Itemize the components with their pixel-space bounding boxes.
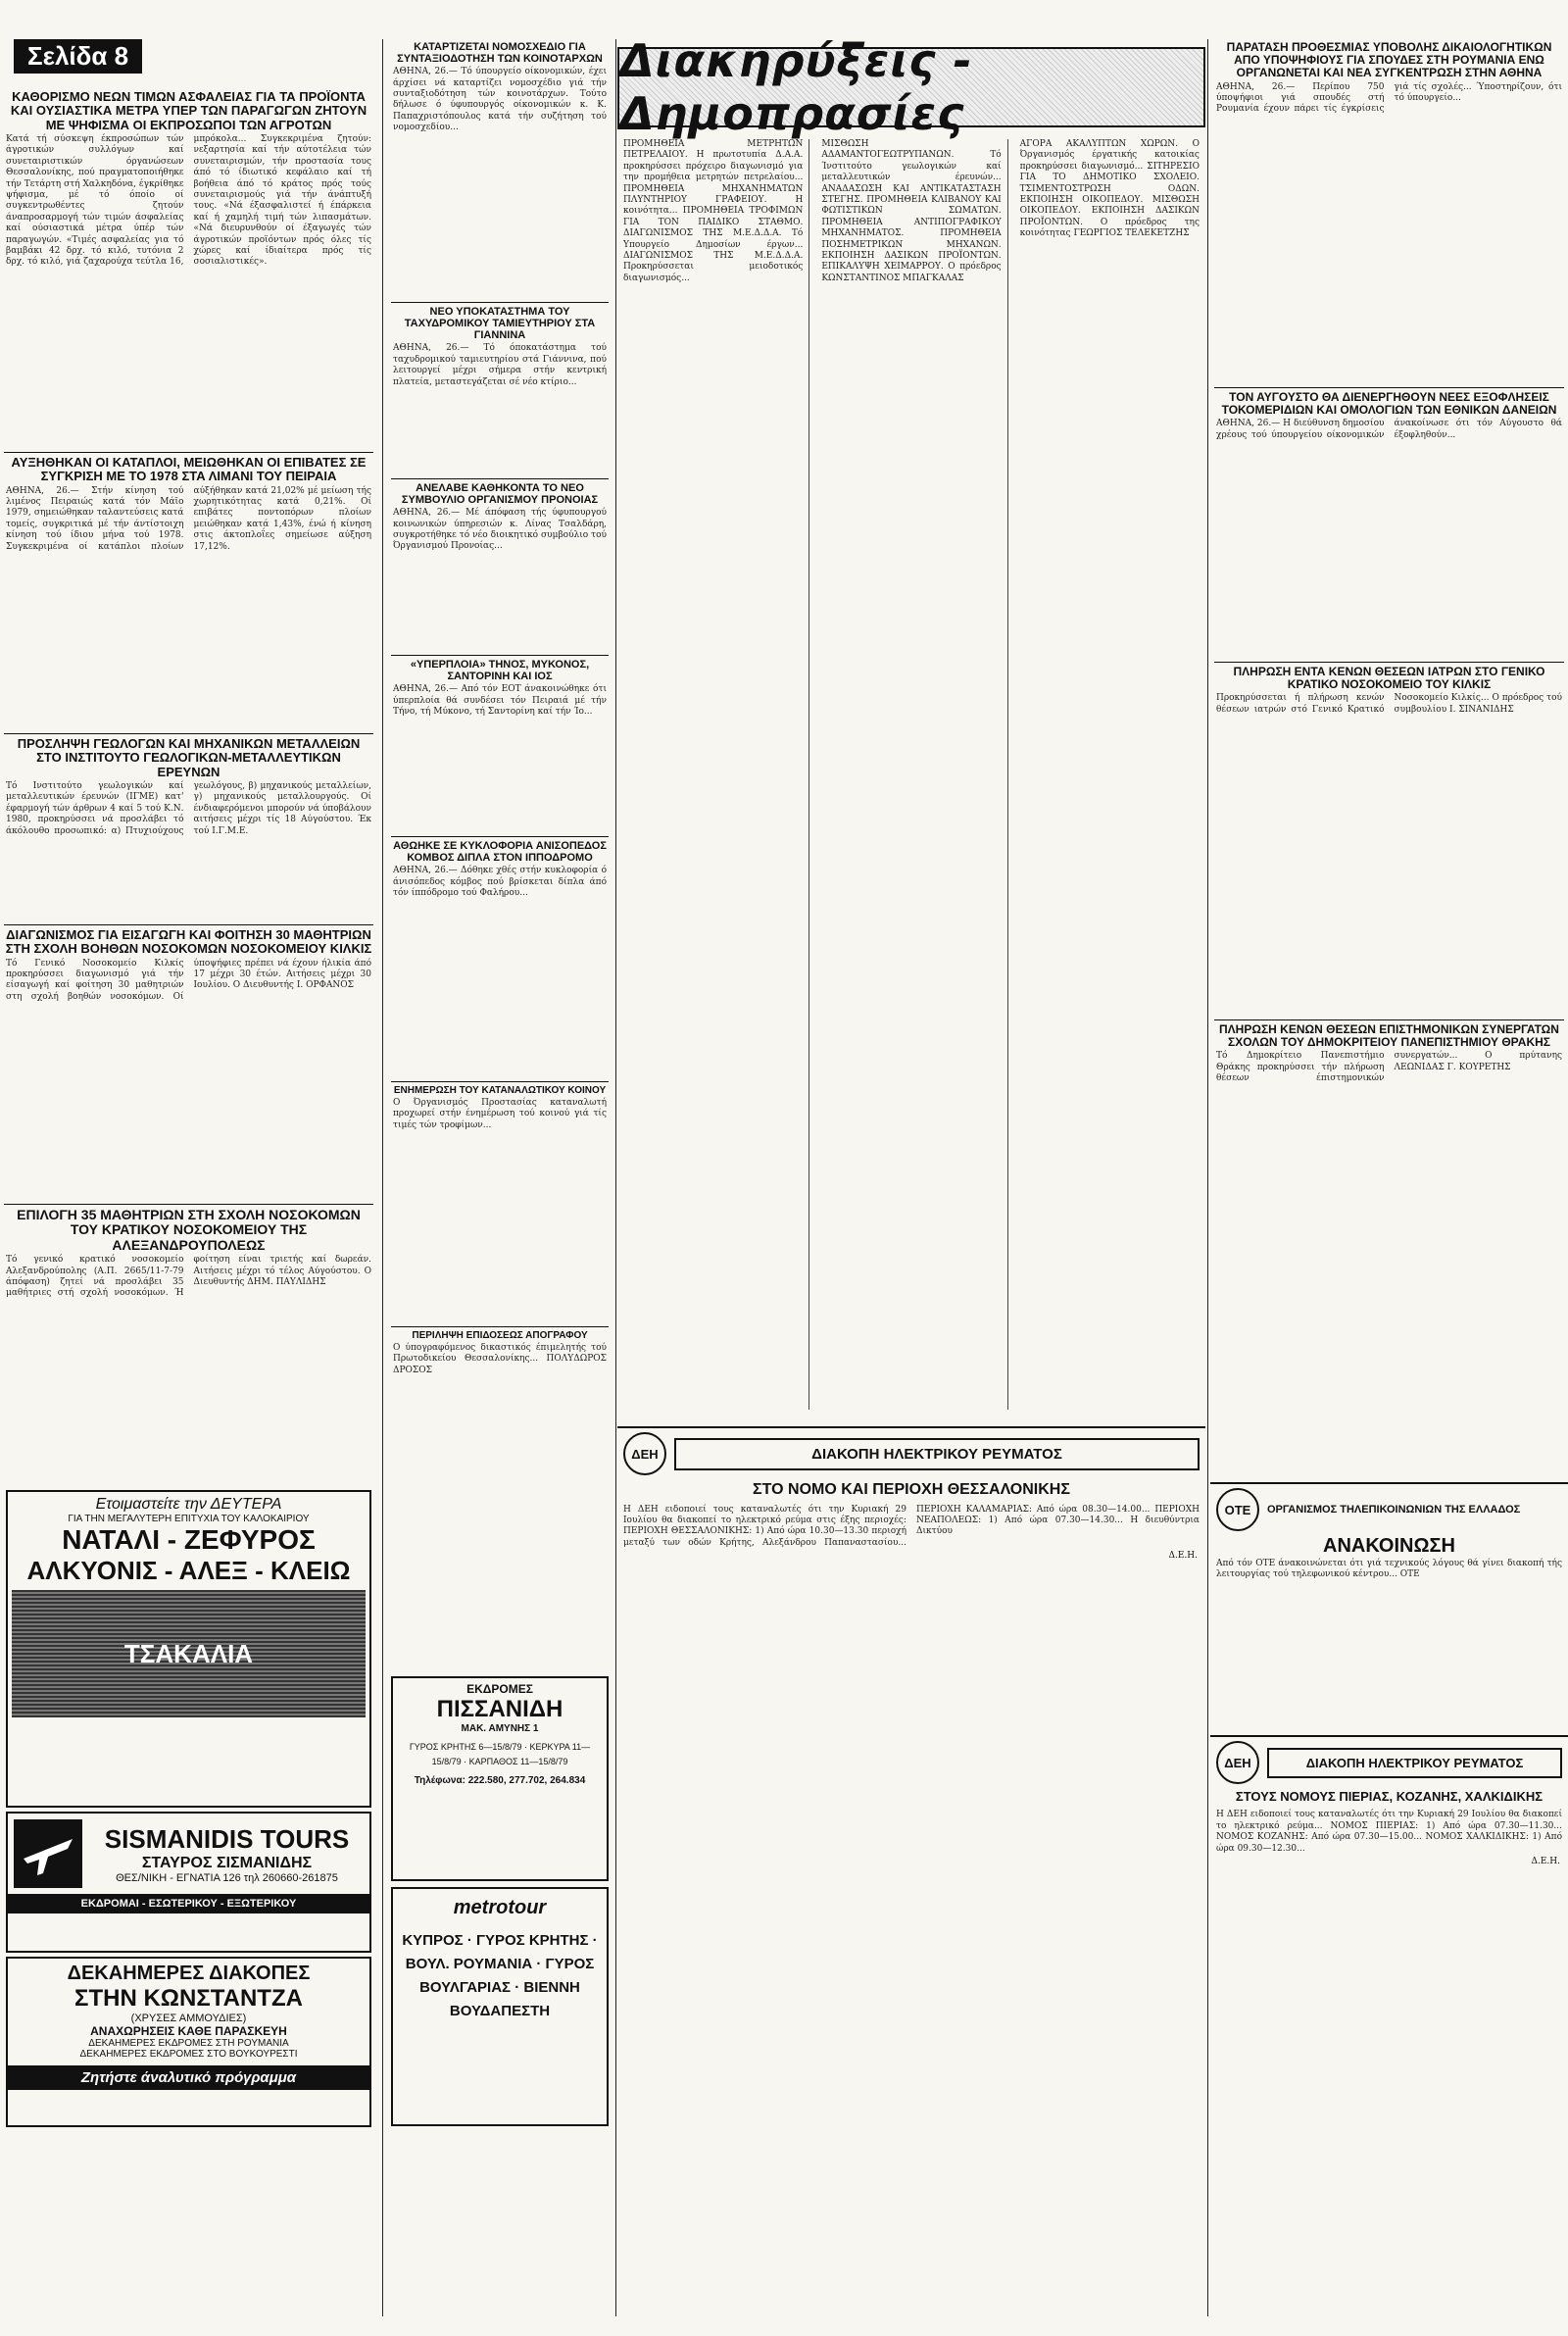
article-post-office (387, 299, 612, 466)
column-4 (1210, 0, 1568, 2336)
ad-line: ΝΑΤΑΛΙ - ΖΕΦΥΡΟΣ (62, 1524, 316, 1555)
ad-line: ΣΤΗΝ ΚΩΝΣΤΑΝΤΖΑ (74, 1985, 303, 2012)
ad-name: ΠΙΣΣΑΝΙΔΗ (436, 1696, 564, 1722)
article-body: ΑΘΗΝΑ, 26.— Τό ύπουργείο οίκονομικών, έχει άρχίσει νά καταρτίζει νομοσχέδιο γιά τήν συνταξιοδότηση τών κοινοτάρχων. Τούτο δήλωσε ό ύφυπουργός οίκονομικών κ. Κ. Παπαχριστόπουλος κατά τήν συζήτηση τού νομοσχεδίου... (393, 67, 607, 133)
deh-logo: ΔΕΗ (1216, 1741, 1259, 1784)
deh-title: ΔΙΑΚΟΠΗ ΗΛΕΚΤΡΙΚΟΥ ΡΕΥΜΑΤΟΣ (1267, 1748, 1562, 1778)
page-label: Σελίδα 8 (14, 39, 142, 74)
ad-title: ΕΚΔΡΟΜΕΣ (466, 1682, 533, 1696)
deh-signature: Δ.Ε.Η. (1168, 1551, 1198, 1562)
ad-address: ΘΕΣ/ΝΙΚΗ - ΕΓΝΑΤΙΑ 126 τηλ 260660-261875 (116, 1871, 338, 1884)
article-junction (387, 833, 612, 1069)
article-body: Προκηρύσσεται ή πλήρωση κενών θέσεων ιατρών στό Γενικό Κρατικό Νοσοκομείο Κιλκίς... Ο πρόεδρος τού συμβουλίου Ι. ΣΙΝΑΝΙΔΗΣ (1216, 693, 1562, 715)
article-title: ΠΕΡΙΛΗΨΗ ΕΠΙΔΟΣΕΩΣ ΑΠΟΓΡΑΦΟΥ (412, 1330, 588, 1341)
ad-line: ΔΕΚΑΗΜΕΡΕΣ ΔΙΑΚΟΠΕΣ (67, 1963, 311, 1984)
ad-sismanidis-tours (6, 1812, 371, 1953)
ad-metrotour (391, 1887, 609, 2126)
deh-title: ΔΙΑΚΟΠΗ ΗΛΕΚΤΡΙΚΟΥ ΡΕΥΜΑΤΟΣ (674, 1438, 1200, 1470)
article-title: ΠΑΡΑΤΑΣΗ ΠΡΟΘΕΣΜΙΑΣ ΥΠΟΒΟΛΗΣ ΔΙΚΑΙΟΛΟΓΗΤΙΚΩΝ ΑΠΟ ΥΠΟΨΗΦΙΟΥΣ ΓΙΑ ΣΠΟΥΔΕΣ ΣΤΗ ΡΟΥΜΑΝΙΑ ΕΝΩ ΟΡΓΑΝΩΝΕΤΑΙ ΚΑΙ ΝΕΑ ΣΥΓΚΕΝΤΡΩΣΗ ΣΤΗΝ ΑΘΗΝΑ (1226, 41, 1552, 80)
article-kilkis-school (0, 921, 377, 1191)
article-body: Ο ύπογραφόμενος δικαστικός έπιμελητής τού Πρωτοδικείου Θεσσαλονίκης... ΠΟΛΥΔΩΡΟΣ ΔΡΟΣΟΣ (393, 1343, 607, 1375)
article-body: Τό Ινστιτούτο γεωλογικών καί μεταλλευτικών έρευνών (ΙΓΜΕ) κατ' έφαρμογή τών άρθρων 4 καί 5 τού Κ.Ν. 1980, προκηρύσσει νά προσλάβει τό άκόλουθο προσωπικό: α) Πτυχιούχους γεωλόγους, β) μηχανικούς μεταλλείων, γ) μηχανικούς μεταλλουργούς. Οί ένδιαφερόμενοι μπορούν νά ύποβάλουν αιτήσεις μέχρι τίς 18 Αύγούστου. Έκ τού Ι.Γ.Μ.Ε. (6, 780, 371, 836)
column-divider (382, 39, 383, 2316)
article-legal-notice (387, 1323, 612, 1666)
ad-line: ΔΕΚΑΗΜΕΡΕΣ ΕΚΔΡΟΜΕΣ ΣΤΗ ΡΟΥΜΑΝΙΑ (88, 2038, 289, 2049)
article-body: ΑΘΗΝΑ, 26.— Στήν κίνηση τού λιμένος Πειραιώς κατά τόν Μάϊο 1979, σημειώθηκαν ταλαντεύσεις κατά τομείς, συγκριτικά μέ τήν άντίστοιχη κίνηση τού ίδιου μήνα τού 1978. Συγκεκριμένα οί κατάπλοι πλοίων αύξήθηκαν κατά 21,02% μέ μείωση τής χωρητικότητας κατά 0,21%. Οί επιβάτες ποντοπόρων πλοίων μειώθηκαν κατά 1,43%, ένώ ή κίνηση στις άκτοπλοΐες σημείωσε αύξηση 17,12%. (6, 485, 371, 552)
ote-notice (1210, 1482, 1568, 1729)
plane-icon (14, 1819, 82, 1888)
article-prices (0, 90, 377, 441)
article-kilkis-doctors (1210, 659, 1568, 1007)
deh-body: Η ΔΕΗ ειδοποιεί τους καταναλωτές ότι την Κυριακή 29 Ιουλίου θα διακοπεί το ηλεκτρικό ρεύμα στις έξης περιοχές: ΠΕΡΙΟΧΗ ΘΕΣΣΑΛΟΝΙΚΗΣ: 1) Από ώρα 10.30—13.30 περιοχή μεταξύ των οδών Κρήτης, Αλεξάνδρου Παπαναστασίου... ΠΕΡΙΟΧΗ ΚΑΛΑΜΑΡΙΑΣ: Από ώρα 08.30—14.00... ΠΕΡΙΟΧΗ ΝΕΑΠΟΛΕΩΣ: 1) Από ώρα 07.30—14.30... Η διευθύντρια Δικτύου (623, 1504, 1200, 1548)
article-title: ΤΟΝ ΑΥΓΟΥΣΤΟ ΘΑ ΔΙΕΝΕΡΓΗΘΟΥΝ ΝΕΕΣ ΕΞΟΦΛΗΣΕΙΣ ΤΟΚΟΜΕΡΙΔΙΩΝ ΚΑΙ ΟΜΟΛΟΓΙΩΝ ΤΩΝ ΕΘΝΙΚΩΝ ΔΑΝΕΙΩΝ (1221, 390, 1557, 418)
article-title: ΑΥΞΗΘΗΚΑΝ ΟΙ ΚΑΤΑΠΛΟΙ, ΜΕΙΩΘΗΚΑΝ ΟΙ ΕΠΙΒΑΤΕΣ ΣΕ ΣΥΓΚΡΙΣΗ ΜΕ ΤΟ 1978 ΣΤΑ ΛΙΜΑΝΙ ΤΟΥ ΠΕΙΡΑΙΑ (11, 455, 367, 484)
article-bonds (1210, 384, 1568, 649)
article-title: ΝΕΟ ΥΠΟΚΑΤΑΣΤΗΜΑ ΤΟΥ ΤΑΧΥΔΡΟΜΙΚΟΥ ΤΑΜΙΕΥΤΗΡΙΟΥ ΣΤΑ ΓΙΑΝΝΙΝΑ (404, 306, 596, 342)
ad-title: SISMANIDIS TOURS (104, 1823, 350, 1854)
column-2 (387, 0, 612, 2336)
article-pension (387, 41, 612, 291)
deh-subtitle: ΣΤΟ ΝΟΜΟ ΚΑΙ ΠΕΡΙΟΧΗ ΘΕΣΣΑΛΟΝΙΚΗΣ (753, 1481, 1070, 1498)
article-body: Τό γενικό κρατικό νοσοκομείο Αλεξανδρούπολης (Α.Π. 2665/11-7-79 άπόφαση) ζητεί νά προσλάβει 35 μαθήτριες στή σχολή νοσοκόμων. Ή φοίτηση είναι τριετής καί δωρεάν. Αιτήσεις μέχρι τό τέλος Αύγούστου. Ο Διευθυντής ΔΗΜ. ΠΑΥΛΙΔΗΣ (6, 1255, 371, 1299)
article-romania-studies (1210, 41, 1568, 374)
article-title: ΠΡΟΣΛΗΨΗ ΓΕΩΛΟΓΩΝ ΚΑΙ ΜΗΧΑΝΙΚΩΝ ΜΕΤΑΛΛΕΙΩΝ ΣΤΟ ΙΝΣΤΙΤΟΥΤΟ ΓΕΩΛΟΓΙΚΩΝ-ΜΕΤΑΛΛΕΥΤΙΚΩΝ ΕΡΕΥΝΩΝ (17, 736, 361, 779)
notices-left: ΠΡΟΜΗΘΕΙΑ ΜΕΤΡΗΤΩΝ ΠΕΤΡΕΛΑΙΟΥ. Η πρωτοτυπία Δ.Α.Α. προκηρύσσει πρόχειρο διαγωνισμό για την προμήθεια μετρητών πετρελαίου... ΠΡΟΜΗΘΕΙΑ ΜΗΧΑΝΗΜΑΤΩΝ ΠΛΥΝΤΗΡΙΟΥ ΓΡΑΦΕΙΟΥ. Η κοινότητα... ΠΡΟΜΗΘΕΙΑ ΤΡΟΦΙΜΩΝ ΓΙΑ ΤΟΝ ΠΑΙΔΙΚΟ ΣΤΑΘΜΟ. ΔΙΑΓΩΝΙΣΜΟΣ ΤΗΣ Μ.Ε.Δ.Δ.Α. Τό Υπουργείο Δημοσίων έργων... ΔΙΑΓΩΝΙΣΜΟΣ ΤΗΣ Μ.Ε.Δ.Δ.Α. Προκηρύσσεται μειοδοτικός διαγωνισμός... (623, 139, 809, 1410)
article-title: ΠΛΗΡΩΣΗ ΕΝΤΑ ΚΕΝΩΝ ΘΕΣΕΩΝ ΙΑΤΡΩΝ ΣΤΟ ΓΕΝΙΚΟ ΚΡΑΤΙΚΟ ΝΟΣΟΚΟΜΕΙΟ ΤΟΥ ΚΙΛΚΙΣ (1233, 665, 1545, 692)
ad-photo: ΤΣΑΚΑΛΙΑ (12, 1590, 366, 1717)
column-3-notices (617, 0, 1205, 2336)
ad-brand: metrotour (453, 1897, 547, 1918)
ad-line: (ΧΡΥΣΕΣ ΑΜΜΟΥΔΙΕΣ) (130, 2013, 247, 2024)
article-body: ΑΘΗΝΑ, 26.— Η διεύθυνση δημοσίου χρέους τού ύπουργείου οίκονομικών άνακοίνωσε ότι τόν Αύγουστο θά έξοφληθούν... (1216, 419, 1562, 440)
deh-signature: Δ.Ε.Η. (1531, 1856, 1560, 1866)
article-ships (387, 652, 612, 823)
ad-line: Ζητήστε άναλυτικό πρόγραμμα (8, 2065, 369, 2090)
ad-line: Ετοιμαστείτε την ΔΕΥΤΕΡΑ (95, 1496, 282, 1513)
ote-title: ΑΝΑΚΟΙΝΩΣΗ (1323, 1535, 1455, 1557)
article-title: ΔΙΑΓΩΝΙΣΜΟΣ ΓΙΑ ΕΙΣΑΓΩΓΗ ΚΑΙ ΦΟΙΤΗΣΗ 30 ΜΑΘΗΤΡΙΩΝ ΣΤΗ ΣΧΟΛΗ ΒΟΗΘΩΝ ΝΟΣΟΚΟΜΩΝ ΝΟΣΟΚΟΜΕΙΟΥ ΚΙΛΚΙΣ (5, 927, 372, 957)
ote-logo: ΟΤΕ (1216, 1488, 1259, 1531)
column-divider (1207, 39, 1208, 2316)
ad-line: ΔΕΚΑΗΜΕΡΕΣ ΕΚΔΡΟΜΕΣ ΣΤΟ ΒΟΥΚΟΥΡΕΣΤΙ (79, 2049, 298, 2060)
article-body: ΑΘΗΝΑ, 26.— Τό όποκατάστημα τού ταχυδρομικού ταμιευτηρίου στά Γιάννινα, πού λειτουργεί μέχρι σήμερα στήν κεντρική πλατεία, μεταστεγάζεται σέ νέο κτίριο... (393, 343, 607, 387)
column-divider (615, 39, 616, 2316)
article-title: ΑΝΕΛΑΒΕ ΚΑΘΗΚΟΝΤΑ ΤΟ ΝΕΟ ΣΥΜΒΟΥΛΙΟ ΟΡΓΑΝΙΣΜΟΥ ΠΡΟΝΟΙΑΣ (401, 482, 599, 507)
notices-right: ΑΓΟΡΑ ΑΚΑΛΥΠΤΩΝ ΧΩΡΩΝ. Ο Όργανισμός έργατικής κατοικίας προκηρύσσει διαγωνισμό... ΣΙΤΗΡΕΣΙΟ ΓΙΑ ΤΟ ΔΗΜΟΤΙΚΟ ΣΧΟΛΕΙΟ. ΤΣΙΜΕΝΤΟΣΤΡΩΣΗ ΟΔΩΝ. ΕΚΠΟΙΗΣΗ ΟΙΚΟΠΕΔΟΥ. ΜΙΣΘΩΣΗ ΟΙΚΟΠΕΔΟΥ. ΕΚΠΟΙΗΣΗ ΔΑΣΙΚΩΝ ΠΡΟΪΟΝΤΩΝ. Ο πρόεδρος της κοινότητας ΓΕΩΡΓΙΟΣ ΤΕΛΕΚΕΤΖΗΣ (1019, 139, 1200, 239)
ad-subtitle: ΣΤΑΥΡΟΣ ΣΙΣΜΑΝΙΔΗΣ (141, 1854, 313, 1871)
ote-body: Από τόν ΟΤΕ άνακοινώνεται ότι γιά τεχνικούς λόγους θά γίνει διακοπή τής λειτουργίας τού τηλεφωνικού κέντρου... ΟΤΕ (1216, 1559, 1562, 1580)
column-1 (0, 0, 377, 2336)
deh-body: Η ΔΕΗ ειδοποιεί τους καταναλωτές ότι την Κυριακή 29 Ιουλίου θα διακοπεί το ηλεκτρικό ρεύμα... ΝΟΜΟΣ ΠΙΕΡΙΑΣ: 1) Από ώρα 07.30—11.30... ΝΟΜΟΣ ΚΟΖΑΝΗΣ: Από ώρα 07.30—15.00... ΝΟΜΟΣ ΧΑΛΚΙΔΙΚΗΣ: 1) Από ώρα 09.30—12.30... (1216, 1810, 1562, 1854)
article-title: ΕΠΙΛΟΓΗ 35 ΜΑΘΗΤΡΙΩΝ ΣΤΗ ΣΧΟΛΗ ΝΟΣΟΚΟΜΩΝ ΤΟΥ ΚΡΑΤΙΚΟΥ ΝΟΣΟΚΟΜΕΙΟΥ ΤΗΣ ΑΛΕΞΑΝΔΡΟΥΠΟΛΕΩΣ (17, 1207, 361, 1253)
article-alexandroupoli (0, 1201, 377, 1480)
article-body: ΑΘΗΝΑ, 26.— Περίπου 750 ύποψήφιοι γιά σπουδές στή Ρουμανία έχουν πάρει τίς έγκρίσεις γιά τίς σχολές... Ύποστηρίζουν, ότι τό ύπουργείο... (1216, 81, 1562, 115)
ad-line: ΑΝΑΧΩΡΗΣΕΙΣ ΚΑΘΕ ΠΑΡΑΣΚΕΥΗ (90, 2024, 287, 2038)
ad-line: ΓΙΑ ΤΗΝ ΜΕΓΑΛΥΤΕΡΗ ΕΠΙΤΥΧΙΑ ΤΟΥ ΚΑΛΟΚΑΙΡΙΟΥ (68, 1514, 310, 1524)
article-title: «ΥΠΕΡΠΛΟΙΑ» ΤΗΝΟΣ, ΜΥΚΟΝΟΣ, ΣΑΝΤΟΡΙΝΗ ΚΑΙ ΙΟΣ (410, 659, 590, 683)
ad-cinema (6, 1490, 371, 1808)
ad-tagline: ΕΚΔΡΟΜΑΙ - ΕΣΩΤΕΡΙΚΟΥ - ΕΞΩΤΕΡΙΚΟΥ (8, 1894, 369, 1914)
article-title: ΑΘΩΗΚΕ ΣΕ ΚΥΚΛΟΦΟΡΙΑ ΑΝΙΣΟΠΕΔΟΣ ΚΟΜΒΟΣ ΔΙΠΛΑ ΣΤΟΝ ΙΠΠΟΔΡΟΜΟ (393, 840, 607, 865)
article-title: ΚΑΤΑΡΤΙΖΕΤΑΙ ΝΟΜΟΣΧΕΔΙΟ ΓΙΑ ΣΥΝΤΑΞΙΟΔΟΤΗΣΗ ΤΩΝ ΚΟΙΝΟΤΑΡΧΩΝ (397, 41, 603, 66)
article-title: ΠΛΗΡΩΣΗ ΚΕΝΩΝ ΘΕΣΕΩΝ ΕΠΙΣΤΗΜΟΝΙΚΩΝ ΣΥΝΕΡΓΑΤΩΝ ΣΧΟΛΩΝ ΤΟΥ ΔΗΜΟΚΡΙΤΕΙΟΥ ΠΑΝΕΠΙΣΤΗΜΙΟΥ ΘΡΑΚΗΣ (1219, 1022, 1559, 1050)
article-body: Τό Γενικό Νοσοκομείο Κιλκίς προκηρύσσει διαγωνισμό γιά τήν είσαγωγή καί φοίτηση 30 μαθητριών στη σχολή βοηθών νοσοκόμων. Οί ύποψήφιες πρέπει νά έχουν ήλικία άπό 17 μέχρι 30 έτών. Αιτήσεις μέχρι 30 Ιουλίου. Ο Διευθυντής Ι. ΟΡΦΑΝΟΣ (6, 958, 371, 1002)
deh-notice-thessaloniki (617, 1426, 1205, 2320)
banner-title: Διακηρύξεις - Δημοπρασίες (619, 34, 973, 140)
article-title: ΚΑΘΟΡΙΣΜΟ ΝΕΩΝ ΤΙΜΩΝ ΑΣΦΑΛΕΙΑΣ ΓΙΑ ΤΑ ΠΡΟΪΟΝΤΑ ΚΑΙ ΟΥΣΙΑΣΤΙΚΑ ΜΕΤΡΑ ΥΠΕΡ ΤΩΝ ΠΑΡΑΓΩΓΩΝ ΖΗΤΟΥΝ ΜΕ ΨΗΦΙΣΜΑ ΟΙ ΕΚΠΡΟΣΩΠΟΙ ΤΩΝ ΑΓΡΟΤΩΝ (10, 90, 368, 132)
article-title: ΕΝΗΜΕΡΩΣΗ ΤΟΥ ΚΑΤΑΝΑΛΩΤΙΚΟΥ ΚΟΙΝΟΥ (393, 1085, 607, 1096)
ad-pissanidi (391, 1676, 609, 1881)
deh-notice-regions (1210, 1735, 1568, 2325)
article-body: ΑΘΗΝΑ, 26.— Δόθηκε χθές στήν κυκλοφορία ό άνισόπεδος κόμβος πού βρίσκεται δίπλα άπό τόν ίππόδρομο τού Φαλήρου... (393, 866, 607, 898)
article-thrace-university (1210, 1017, 1568, 1472)
ad-trips: ΓΥΡΟΣ ΚΡΗΤΗΣ 6—15/8/79 · ΚΕΡΚΥΡΑ 11—15/8/79 · ΚΑΡΠΑΘΟΣ 11—15/8/79 (409, 1742, 591, 1766)
article-council (387, 475, 612, 642)
article-body: Τό Δημοκρίτειο Πανεπιστήμιο Θράκης προκηρύσσει τήν πλήρωση θέσεων έπιστημονικών συνεργατών... Ο πρύτανης ΛΕΩΝΙΔΑΣ Γ. ΚΟΥΡΕΤΗΣ (1216, 1051, 1562, 1084)
ad-line: ΑΛΚΥΟΝΙΣ - ΑΛΕΞ - ΚΛΕΙΩ (26, 1556, 351, 1585)
article-consumers (387, 1078, 612, 1314)
section-banner (617, 34, 1205, 140)
ote-org: ΟΡΓΑΝΙΣΜΟΣ ΤΗΛΕΠΙΚΟΙΝΩΝΙΩΝ ΤΗΣ ΕΛΛΑΔΟΣ (1267, 1504, 1521, 1516)
notices-block (617, 137, 1205, 1412)
ad-address: ΜΑΚ. ΑΜΥΝΗΣ 1 (461, 1723, 539, 1734)
ad-konstantza (6, 1957, 371, 2127)
article-body: Κατά τή σύσκεψη έκπροσώπων τών άγροτικών συλλόγων καί συνεταιριστικών όργανώσεων Θεσσαλονίκης, πού πραγματοποιήθηκε τήν Τετάρτη στή Χαλκηδόνα, έγκρίθηκε ψήφισμα, μέ τό όποίο οί συγκεντρωθέντες ζητούν άναπροσαρμογή τών τιμών άσφαλείας καί ούσιαστικά μέτρα ύπέρ τών παραγωγών. «Τιμές ασφαλείας για τό βαμβάκι 42 δρχ. τό κιλό, τυτόνια 2 δρχ. τό κιλό, γιά ζαχαρούχα τεύτλα 16, μπρόκολα... Συγκεκριμένα ζητούν: νεξαρτησία καί τήν αύτοτέλεια τών συνεταιρισμών, τήν προστασία τους άπό τό ίδιωτικό κεφάλαιο καί τή βοήθεια άπό τό κράτος πρός τούς συνεταιρισμούς γιά τήν άνάπτυξή τους. «Νά έξασφαλιστεί ή έπάρκεια καί ή χαμηλή τιμή τών λιπασμάτων. «Νά διευρυνθούν οί έξαγωγές τών άγροτικών προϊόντων πρός όλες τίς χώρες καί ίδιαίτερα πρός τίς σοσιαλιστικές». (6, 133, 371, 268)
deh-subtitle: ΣΤΟΥΣ ΝΟΜΟΥΣ ΠΙΕΡΙΑΣ, ΚΟΖΑΝΗΣ, ΧΑΛΚΙΔΙΚΗΣ (1235, 1789, 1544, 1804)
ad-destinations: ΚΥΠΡΟΣ · ΓΥΡΟΣ ΚΡΗΤΗΣ · ΒΟΥΛ. ΡΟΥΜΑΝΙΑ · ΓΥΡΟΣ ΒΟΥΛΓΑΡΙΑΣ · ΒΙΕΝΝΗ ΒΟΥΔΑΠΕΣΤΗ (402, 1932, 598, 2019)
article-body: Ο Όργανισμός Προστασίας καταναλωτή προχωρεί στήν ένημέρωση τού κοινού γιά τίς τιμές τών τροφίμων... (393, 1098, 607, 1130)
article-piraeus-port (0, 449, 377, 723)
notices-middle: ΜΙΣΘΩΣΗ ΑΔΑΜΑΝΤΟΓΕΩΤΡΥΠΑΝΩΝ. Τό Ίνστιτούτο γεωλογικών καί μεταλλευτικών έρευνών... ΑΝΑΔΑΣΩΣΗ ΚΑΙ ΑΝΤΙΚΑΤΑΣΤΑΣΗ ΣΤΕΓΗΣ. ΠΡΟΜΗΘΕΙΑ ΚΛΙΒΑΝΟΥ ΚΑΙ ΦΩΤΙΣΤΙΚΩΝ ΣΩΜΑΤΩΝ. ΠΡΟΜΗΘΕΙΑ ΑΝΤΙΠΟΓΡΑΦΙΚΟΥ ΜΗΧΑΝΗΜΑΤΟΣ. ΠΡΟΜΗΘΕΙΑ ΠΟΣΗΜΕΤΡΙΚΩΝ ΜΗΧΑΝΩΝ. ΕΚΠΟΙΗΣΗ ΔΑΣΙΚΩΝ ΠΡΟΪΟΝΤΩΝ. ΕΠΙΚΑΛΥΨΗ ΧΕΙΜΑΡΡΟΥ. Ο πρόεδρος ΚΩΝΣΤΑΝΤΙΝΟΣ ΜΠΑΓΚΑΛΑΣ (821, 139, 1007, 1410)
article-igme (0, 730, 377, 912)
ad-phone: Τηλέφωνα: 222.580, 277.702, 264.834 (414, 1775, 586, 1786)
article-body: ΑΘΗΝΑ, 26.— Μέ άπόφαση τής ύφυπουργού κοινωνικών ύπηρεσιών κ. Λίνας Τσαλδάρη, συγκροτήθηκε τό νέο διοικητικό συμβούλιο τού Όργανισμού Προνοίας... (393, 508, 607, 552)
deh-logo: ΔΕΗ (623, 1432, 666, 1475)
article-body: ΑΘΗΝΑ, 26.— Από τόν ΕΟΤ άνακοινώθηκε ότι ύπερπλοία θά συνδέσει τόν Πειραιά μέ τήν Τήνο, τή Μύκονο, τή Σαντορίνη καί τήν Ίο... (393, 684, 607, 717)
